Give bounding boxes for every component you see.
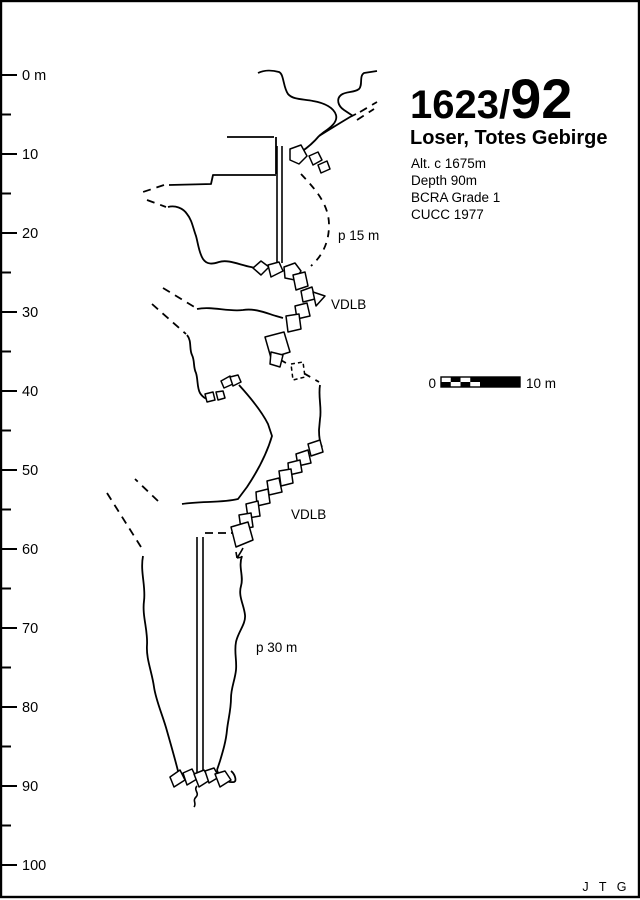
entrance-continuation-dashes-upper [357, 109, 374, 120]
rock [253, 261, 269, 275]
chamber2-dash-upper [163, 288, 196, 308]
side-passage-dash-upper [143, 185, 164, 192]
rock [268, 262, 283, 277]
shaft-left-wall [142, 556, 180, 779]
info-club: CUCC 1977 [411, 207, 484, 222]
rock [309, 152, 322, 165]
depth-tick-label: 40 [22, 384, 39, 400]
pitch-1-label: p 15 m [338, 228, 380, 243]
depth-tick-label: 0 m [22, 68, 47, 84]
chamber2-left-wall [187, 335, 211, 400]
chamber1-left-wall [168, 206, 255, 268]
depth-scale [2, 68, 46, 874]
depth-tick-label: 50 [22, 463, 39, 479]
rock [216, 391, 225, 400]
entrance-slope-lower-line [319, 114, 356, 136]
rock [318, 161, 330, 173]
entrance-surface-left-line [258, 71, 336, 136]
mid-spur-wall [182, 385, 272, 504]
depth-tick-label: 20 [22, 226, 39, 242]
depth-tick-label: 100 [22, 858, 47, 874]
surveyor-initials: J T G [582, 880, 630, 894]
depth-tick-label: 70 [22, 621, 39, 637]
rock [293, 272, 308, 290]
cave-number-prefix: 1623/ [410, 83, 511, 127]
pitch-1-dashed-wall [301, 174, 329, 266]
rock [286, 314, 301, 332]
mid-right-wall [319, 385, 322, 447]
info-depth: Depth 90m [411, 173, 478, 188]
scale-bar-ten-label: 10 m [526, 376, 557, 391]
cave-outline [107, 71, 380, 807]
depth-tick-label: 60 [22, 542, 39, 558]
depth-tick-label: 80 [22, 700, 39, 716]
scale-bar-zero-label: 0 [428, 376, 436, 391]
rock [270, 352, 283, 367]
chamber2-dash-lower [152, 304, 186, 334]
shaft-right-wall [217, 556, 245, 770]
rock [308, 440, 323, 456]
depth-tick-label: 30 [22, 305, 39, 321]
floor-squiggle-mark [194, 786, 197, 807]
scale-bar-solid-half [480, 377, 520, 387]
entrance-surface-right-line [338, 71, 377, 116]
rock [313, 292, 325, 306]
cave-number-main: 92 [510, 67, 573, 130]
pitchhead-ledge-lower [169, 175, 276, 185]
vdlb-label-1: VDLB [331, 297, 367, 312]
cave-number-title [410, 67, 572, 130]
level50-dash-upper [135, 479, 158, 501]
side-passage-dash-lower [147, 200, 166, 207]
level50-dash-lower [107, 493, 141, 547]
info-altitude: Alt. c 1675m [411, 156, 487, 171]
pitch-2-label: p 30 m [256, 640, 298, 655]
rock [205, 392, 215, 402]
chamber2-top-line [197, 308, 283, 318]
rock [231, 522, 253, 547]
rock [290, 145, 307, 164]
vdlb-label-2: VDLB [291, 507, 327, 522]
boulders [170, 145, 330, 787]
rock [279, 469, 293, 486]
depth-tick-label: 90 [22, 779, 39, 795]
info-grade: BCRA Grade 1 [411, 190, 501, 205]
rock [215, 771, 231, 787]
cave-name-subtitle: Loser, Totes Gebirge [410, 127, 608, 149]
scale-bar [428, 376, 556, 391]
depth-tick-label: 10 [22, 147, 39, 163]
entrance-continuation-dashes-lower [360, 102, 377, 112]
dashed-rock [291, 362, 305, 380]
